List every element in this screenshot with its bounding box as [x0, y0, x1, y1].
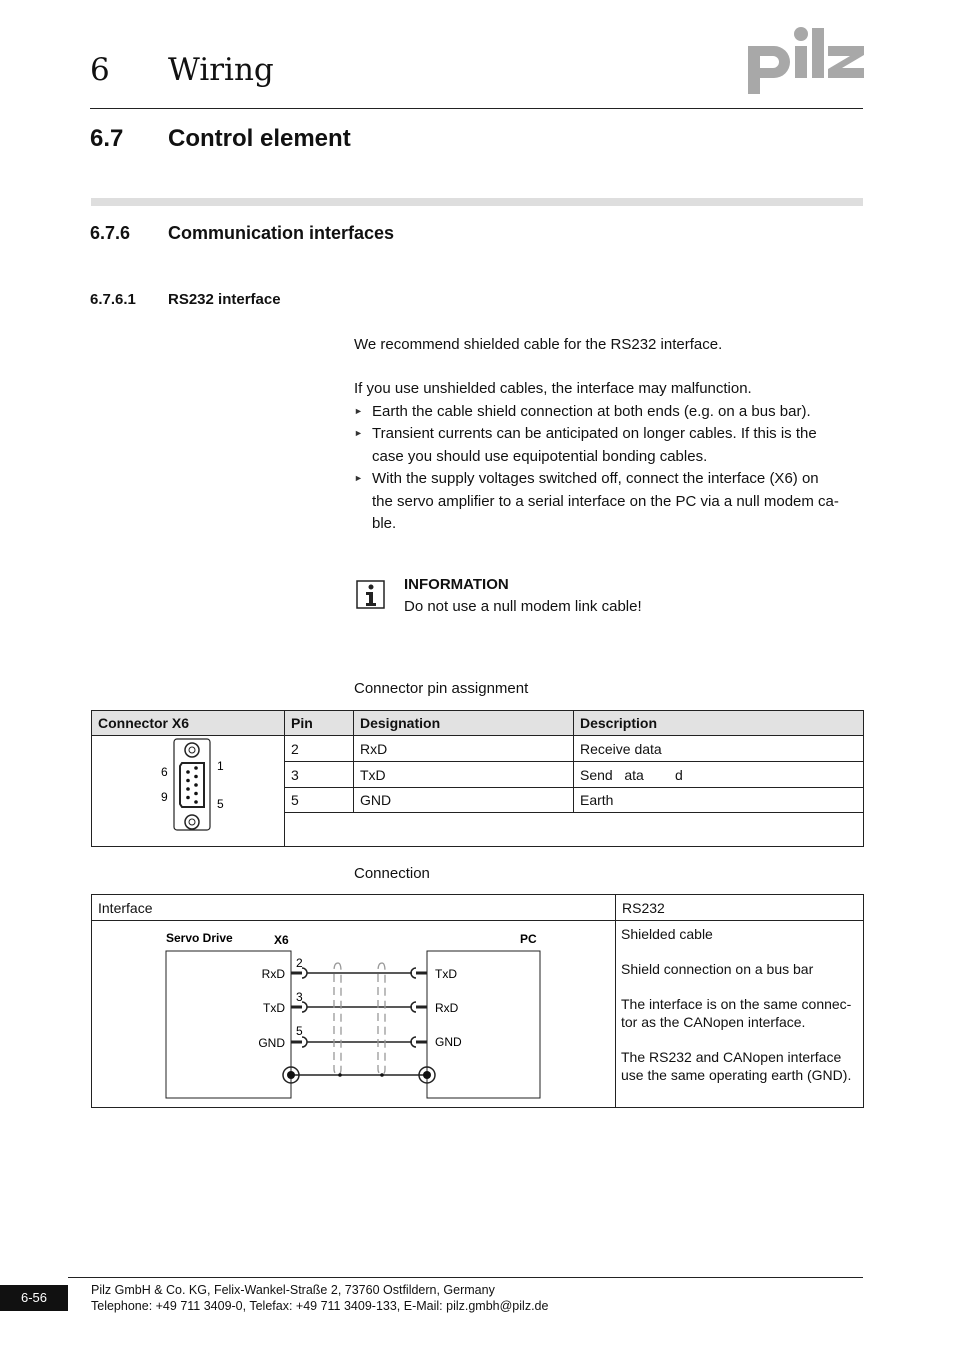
pin-label: 1: [217, 759, 224, 773]
notes-cell: [616, 921, 864, 1108]
pc-signal: TxD: [435, 967, 457, 981]
pc-signal: RxD: [435, 1001, 459, 1015]
pin-label: 6: [161, 765, 168, 779]
chapter-title: Wiring: [168, 52, 274, 88]
bullet-text: case you should use equipotential bonding cables.: [372, 448, 708, 465]
wire-rxd: [291, 968, 427, 978]
column-header: Description: [574, 711, 864, 736]
empty-cell: [285, 813, 864, 847]
column-header: Connector X6: [92, 711, 285, 736]
designation-cell: TxD: [354, 762, 574, 788]
pin-number: 2: [296, 956, 303, 970]
servo-signal: GND: [258, 1036, 285, 1050]
note: tor as the CANopen interface.: [621, 1014, 806, 1030]
footer-divider: [68, 1277, 863, 1278]
pilz-logo: [748, 26, 864, 94]
page-number: 6-56: [0, 1285, 68, 1311]
pc-signal: GND: [435, 1035, 462, 1049]
pin-number: 3: [296, 990, 303, 1004]
pin-table: [91, 710, 864, 847]
subsection-number: 6.7.6: [90, 223, 131, 243]
bullet-icon: ►: [354, 428, 363, 438]
pin-table-caption: Connector pin assignment: [354, 680, 529, 697]
info-title: INFORMATION: [404, 576, 509, 593]
subsection-title: Communication interfaces: [168, 223, 395, 243]
note: Shielded cable: [621, 926, 713, 942]
sub-d-connector-icon: [98, 737, 278, 845]
description-cell: Send ata d: [574, 762, 864, 788]
wire-txd: [291, 1002, 427, 1012]
description-cell: Earth: [574, 788, 864, 813]
pin-label: 5: [217, 797, 224, 811]
bullet-text: Earth the cable shield connection at both ends (e.g. on a bus bar).: [372, 403, 811, 420]
bullet-icon: ►: [354, 406, 363, 416]
section-title: Control element: [168, 125, 351, 152]
servo-signal: TxD: [263, 1001, 285, 1015]
designation-cell: RxD: [354, 736, 574, 762]
paragraph: We recommend shielded cable for the RS232 interface.: [354, 336, 723, 353]
wire-gnd: [291, 1037, 427, 1047]
connection-table: [91, 894, 864, 1108]
cable-shield: [334, 963, 385, 1074]
servo-signal: RxD: [261, 967, 285, 981]
diagram-cell: [92, 921, 616, 1108]
pin-number: 5: [296, 1024, 303, 1038]
designation-cell: GND: [354, 788, 574, 813]
column-header: RS232: [616, 895, 864, 921]
wiring-diagram: [92, 921, 615, 1107]
subsubsection-number: 6.7.6.1: [90, 291, 136, 308]
bullet-text: the servo amplifier to a serial interface on the PC via a null modem ca-: [372, 493, 839, 510]
pc-label: PC: [520, 932, 537, 946]
note: use the same operating earth (GND).: [621, 1067, 852, 1083]
chapter-number: 6: [90, 52, 110, 88]
x6-label: X6: [274, 933, 289, 947]
connection-table-caption: Connection: [354, 865, 430, 882]
bullet-text: Transient currents can be anticipated on longer cables. If this is the: [372, 425, 817, 442]
info-text: Do not use a null modem link cable!: [404, 598, 642, 615]
column-header: Interface: [92, 895, 616, 921]
header-divider: [90, 108, 863, 109]
bullet-text: ble.: [372, 515, 397, 532]
footer-address: Pilz GmbH & Co. KG, Felix-Wankel-Straße 2, 73760 Ostfildern, Germany: [91, 1283, 495, 1297]
info-icon: [356, 580, 385, 609]
pin-cell: 3: [285, 762, 354, 788]
footer-contact: Telephone: +49 711 3409-0, Telefax: +49 711 3409-133, E-Mail: pilz.gmbh@pilz.de: [91, 1299, 549, 1313]
column-header: Designation: [354, 711, 574, 736]
paragraph: If you use unshielded cables, the interface may malfunction.: [354, 380, 752, 397]
pin-cell: 5: [285, 788, 354, 813]
table-row: [92, 736, 864, 762]
note: Shield connection on a bus bar: [621, 961, 814, 977]
section-bar: [91, 198, 863, 206]
bullet-text: With the supply voltages switched off, connect the interface (X6) on: [372, 470, 819, 487]
column-header: Pin: [285, 711, 354, 736]
pin-cell: 2: [285, 736, 354, 762]
note: The RS232 and CANopen interface: [621, 1049, 842, 1065]
section-number: 6.7: [90, 125, 124, 152]
subsubsection-title: RS232 interface: [168, 291, 281, 308]
servo-drive-label: Servo Drive: [166, 931, 233, 945]
pin-label: 9: [161, 790, 168, 804]
description-cell: Receive data: [574, 736, 864, 762]
bullet-icon: ►: [354, 473, 363, 483]
note: The interface is on the same connec-: [621, 996, 852, 1012]
connector-image-cell: [92, 736, 285, 847]
